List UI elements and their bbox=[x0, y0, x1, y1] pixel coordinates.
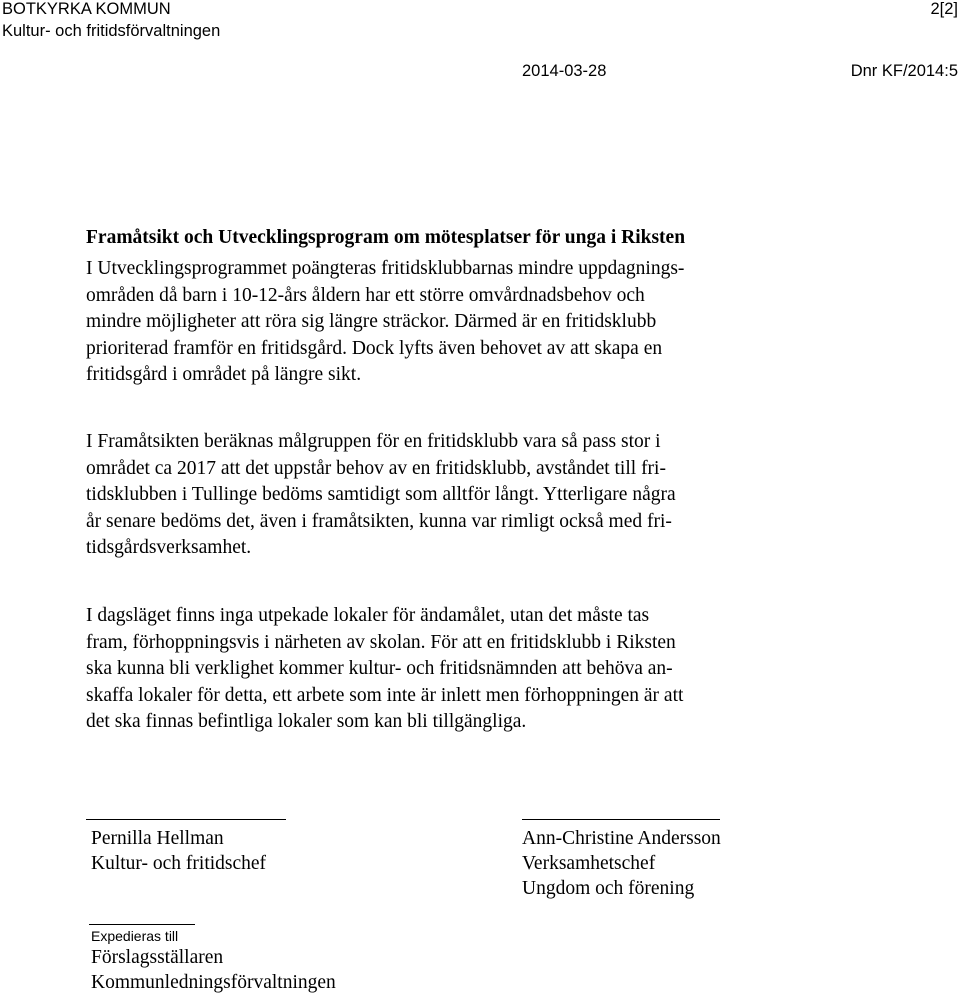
distribution-recipient: Förslagsställaren bbox=[91, 947, 224, 968]
signatory-unit: Ungdom och förening bbox=[522, 878, 695, 899]
paragraph-line: fram, förhoppningsvis i närheten av skolan. För att en fritidsklubb i Riksten bbox=[86, 631, 676, 653]
signature-block-2 bbox=[522, 826, 721, 901]
paragraph-line: I Framåtsikten beräknas målgruppen för en fritidsklubb vara så pass stor i bbox=[86, 431, 661, 452]
signatory-title: Kultur- och fritidschef bbox=[91, 853, 267, 874]
paragraph-line: ska kunna bli verklighet kommer kultur- och fritidsnämnden att behöva an- bbox=[86, 658, 673, 679]
signatory-name: Pernilla Hellman bbox=[91, 828, 224, 849]
document-date: 2014-03-28 bbox=[522, 62, 607, 80]
paragraph-line: mindre möjligheter att röra sig längre sträckor. Därmed är en fritidsklubb bbox=[86, 311, 657, 332]
signatory-title: Verksamhetschef bbox=[522, 853, 656, 874]
distribution-divider bbox=[89, 924, 195, 925]
paragraph-line: områden då barn i 10-12-års åldern har ett större omvårdnadsbehov och bbox=[86, 284, 645, 306]
paragraph-line: skaffa lokaler för detta, ett arbete som inte är inlett men förhoppningen är att bbox=[86, 684, 684, 706]
distribution-list bbox=[91, 945, 336, 995]
organization-name: BOTKYRKA KOMMUN bbox=[2, 0, 171, 18]
paragraph-3 bbox=[86, 603, 886, 736]
paragraph-line: området ca 2017 att det uppstår behov av en fritidsklubb, avståndet till fri- bbox=[86, 457, 666, 479]
signature-line bbox=[86, 819, 286, 820]
page-number: 2[2] bbox=[930, 0, 958, 18]
paragraph-line: prioriterad framför en fritidsgård. Dock lyfts även behovet av att skapa en bbox=[86, 337, 663, 359]
document-reference: Dnr KF/2014:5 bbox=[850, 62, 958, 80]
paragraph-2 bbox=[86, 429, 886, 562]
paragraph-1 bbox=[86, 256, 886, 389]
signature-line bbox=[522, 819, 720, 820]
paragraph-line: år senare bedöms det, även i framåtsikten, kunna var rimligt också med fri- bbox=[86, 510, 672, 532]
paragraph-line: det ska finnas befintliga lokaler som kan bli tillgängliga. bbox=[86, 711, 527, 732]
paragraph-line: I Utvecklingsprogrammet poängteras fritidsklubbarnas mindre uppdagnings- bbox=[86, 258, 685, 279]
distribution-label: Expedieras till bbox=[91, 928, 179, 944]
signatory-name: Ann-Christine Andersson bbox=[522, 828, 721, 849]
department-name: Kultur- och fritidsförvaltningen bbox=[2, 22, 221, 40]
paragraph-line: tidsklubben i Tullinge bedöms samtidigt som alltför långt. Ytterligare några bbox=[86, 484, 676, 505]
signature-block-1 bbox=[91, 826, 266, 876]
paragraph-line: tidsgårdsverksamhet. bbox=[86, 537, 252, 558]
section-heading: Framåtsikt och Utvecklingsprogram om mötesplatser för unga i Riksten bbox=[86, 227, 686, 248]
distribution-recipient: Kommunledningsförvaltningen bbox=[91, 972, 336, 993]
paragraph-line: fritidsgård i området på längre sikt. bbox=[86, 364, 362, 385]
paragraph-line: I dagsläget finns inga utpekade lokaler för ändamålet, utan det måste tas bbox=[86, 605, 650, 626]
